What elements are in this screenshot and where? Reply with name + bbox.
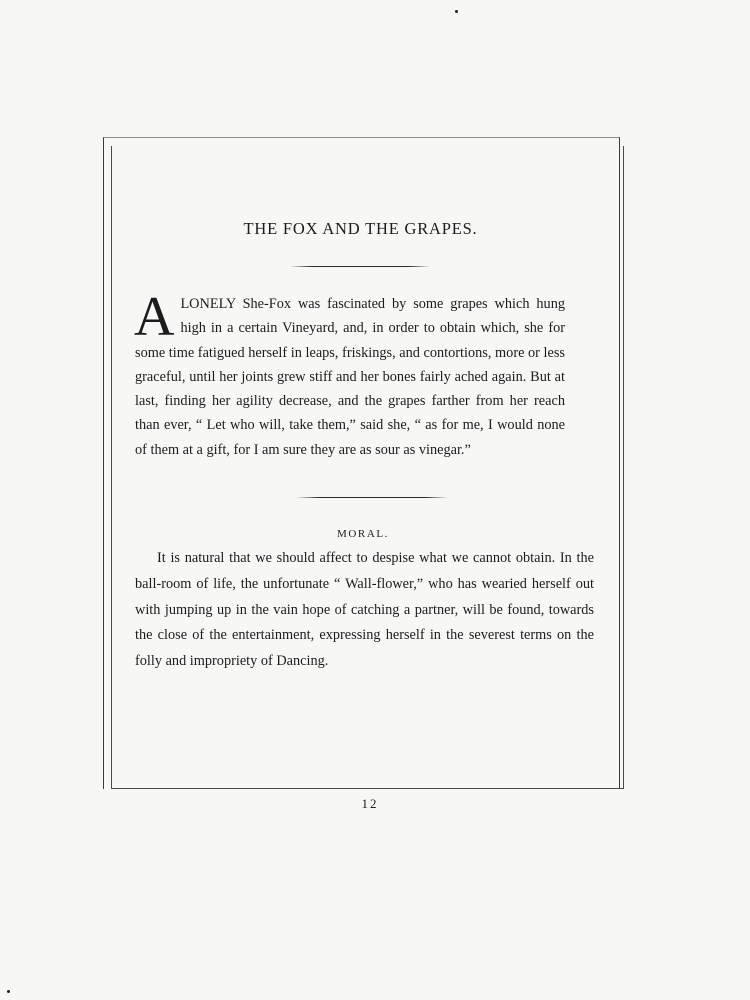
moral-divider	[296, 497, 448, 498]
fable-text: LONELY She-Fox was fascinated by some grapes which hung high in a certain Vineyard, and, in order to obtain which, she for some time fatigued herself in leaps, friskings, and contortions, more or less graceful, until her joints grew stiff and her bones fairly ached again. But at last, finding her agility decrease, and the grapes farther from her reach than ever, “ Let who will, take them,” said she, “ as for me, I would none of them at a gift, for I am sure they are as sour as vinegar.”	[135, 296, 565, 458]
paper-speck	[455, 10, 458, 13]
title-divider	[290, 266, 430, 267]
paper-speck	[7, 990, 10, 993]
fable-paragraph	[134, 286, 565, 462]
drop-cap-letter: A	[134, 286, 175, 348]
moral-paragraph: It is natural that we should affect to despise what we cannot obtain. In the ball-room of life, the unfortunate “ Wall-flower,” who has wearied herself out with jumping up in the vain hope of catching a partner, will be found, towards the close of the entertainment, expressing herself in the severest terms on the folly and impropriety of Dancing.	[135, 550, 594, 670]
moral-heading: MORAL.	[336, 528, 390, 540]
page-number: 12	[361, 796, 379, 811]
fable-title: THE FOX AND THE GRAPES.	[243, 219, 478, 238]
